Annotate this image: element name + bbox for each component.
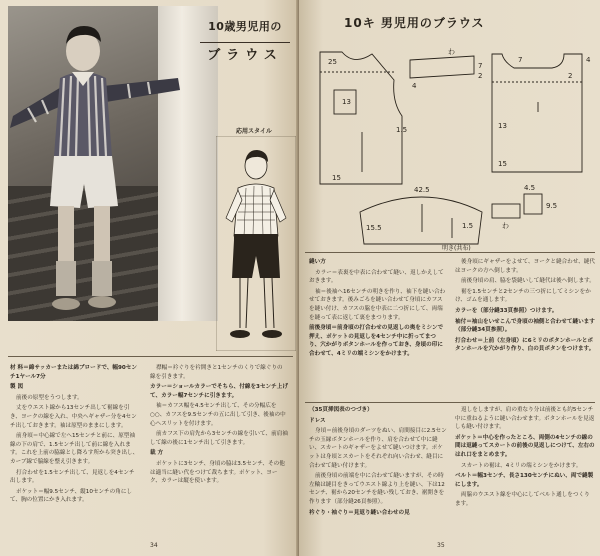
title-line-1: 10歳男児用の (208, 20, 282, 33)
right-page (299, 0, 600, 556)
text-line: ポケットに3センチ、身頃の脇は3.5センチ、その他は適当に縫い代をつけて裁ちます。ポケット、ヨーク、カラーは縦を使います。 (150, 460, 285, 485)
boy-figure (8, 6, 218, 321)
left-column-1 (10, 364, 140, 507)
text-line: 袖＝カフス幅を4.5センチ出して、その分幅広を○○、カフスを9.5センチの五に出して引き、後袖の中心へスリットを付けます。 (150, 403, 286, 427)
right-column-2 (455, 258, 595, 356)
text-line: 後身頃にギャザーをよせて、ヨークと縫合わせ、縫代はヨークの方へ倒します。 (455, 259, 595, 274)
text-line: 打合わせ＝上前（左身頃）に6ミリのボタンホールとボタンホールを穴かがり作り、白の貝ボタンをつけます。 (455, 337, 595, 353)
text-line: ポケット＝幅9.5センチ、縦10センチの角にして、胸の位置にかき入れます。 (10, 488, 133, 504)
text-line: スカートの裾は、4ミリの端ミシンをかけます。 (461, 462, 582, 469)
text-line: ポケット＝中心を作ったところ、両側の4センチの線の間は返縫ってスカートの前後の見返しにつけて、左右のはれ口をまとめます。 (455, 434, 595, 458)
text-line: ドレス (309, 417, 326, 424)
text-line: 身頃＝前後身頃のダーツをぬい、肩間接目に2.5センチの玉縁ボタンホールを作り、肩を合わせて中に縫い、スカートのギャザーをよせて縫いつけます。ポケットは身頃とスカートをそれぞれ向い合わせ、縫目に合わせて縫い付けます。 (309, 428, 447, 469)
text-line: ベルト＝幅3センチ、長さ130センチにぬい、両で縫製にします。 (455, 473, 594, 488)
right-column-1 (309, 258, 447, 361)
illustration-caption: 応用スタイル (236, 128, 272, 135)
pattern-label: 13 (498, 122, 507, 130)
title-line-2: ブラウス (207, 48, 283, 63)
page-number-right: 35 (437, 542, 445, 549)
right-text-rule (305, 252, 595, 253)
pattern-label: 15.5 (366, 224, 382, 232)
text-line: 袖付＝袖山をいせこんで身頃の袖側と合わせて縫います（部分縫34頁参照）。 (455, 318, 595, 334)
pattern-label: 15 (332, 174, 341, 182)
text-line: 製 図 (10, 384, 24, 391)
pattern-label: 7 (478, 62, 483, 70)
pattern-label: 1.5 (462, 222, 474, 230)
pattern-label: 15 (498, 160, 507, 168)
text-line: 前後身頃＝前身頃の打合わせの見返しの奥をミシンで押え、ポケットの見返しを4センチ中に折ってまつり、穴かがりボタンホールを作っておき、身頃の印に合わせて、4ミリの端ミシンをかけます。 (309, 325, 444, 357)
text-line: 衿ぐり・袖ぐり＝見返り縫い合わせの見 (309, 509, 410, 516)
text-line: カラーを（部分縫33頁参照）つけます。 (455, 307, 558, 314)
text-line: 袖＝後袖へ16センチの明きを作り、袖下を縫い合わせておきます。後みごろを縫い合わせて身頃にカフスを縫い付け、カフスの脇を中表に二つ折にして、両端を縫って表に返して裏をまつります。 (309, 288, 446, 321)
pattern-label: 13 (342, 98, 351, 106)
right-sub-rule (305, 402, 595, 403)
pattern-label: 25 (328, 58, 337, 66)
pattern-label: 9.5 (546, 202, 558, 210)
text-line: 材 料＝綿サッカーまたは綿ブロードで、幅90センチ1ヤール7分 (10, 365, 137, 380)
text-line: 縫い方 (309, 259, 326, 265)
left-text-rule (8, 356, 293, 357)
pattern-label: わ (448, 48, 455, 56)
pattern-label: 2 (478, 72, 483, 80)
right-column-4 (455, 406, 595, 511)
sub-title: （35頁挿図表のつづき） (309, 407, 373, 413)
article-title (200, 18, 290, 70)
pattern-label: 4.5 (524, 184, 536, 192)
pattern-label: 明き(共布) (442, 245, 471, 252)
text-line: 前後身頃の前端を中に合わせて縫いますが、その時左輪は縫目をきってウエスト線より上を縫い、下は12センチ、裾から20センチを縫い残しておき、裾開きを作ります（部分縫26頁参照）。 (309, 473, 445, 505)
boy-illustration (216, 136, 296, 351)
text-line: 裾を1.5センチと2センチの三つ折にしてミシンをかけ、ゴムを通します。 (455, 288, 591, 304)
text-line: カラー＝表裏を中表に合わせて縫い、返しかえしておきます。 (309, 269, 444, 285)
boy-photo (8, 6, 218, 321)
right-column-3 (309, 406, 447, 519)
text-line: 襟幅＝衿ぐりを衿開きと1センチのくりで線ぐりの線を引きます。 (150, 365, 283, 380)
pattern-label: 4 (412, 82, 417, 90)
pattern-label: 7 (518, 56, 523, 64)
pattern-label: 1.5 (396, 126, 408, 134)
pattern-label: 4 (586, 56, 591, 64)
page-number-left: 34 (150, 542, 158, 549)
left-page (0, 0, 299, 556)
text-line: 前身頃＝中心線で左へ15センチと前に、原型袖線の下の肩で、1.5センチ出して前に線を入れます。これを上前の脇線とし降ろす所から突き出し、カーブ線で脇線を整え引きます。 (10, 433, 139, 465)
title-divider (200, 42, 290, 43)
pattern-label: 2 (568, 72, 573, 80)
text-line: 丈をウエスト線から13センチ出して裾線を引き、ヨークの線を入れ、中央へギャザー分を4センチ出しておきます。袖は原型のままにします。 (10, 405, 137, 429)
pattern-title: 10キ 男児用のブラウス (344, 16, 485, 30)
text-line: 打合わせを1.5センチ出して、見返しを4センチ出します。 (10, 469, 135, 485)
left-column-2 (150, 364, 288, 488)
text-line: 前後の原型をうつします。 (16, 394, 83, 401)
pattern-label: わ (502, 222, 509, 230)
text-line: 返しをしますが、肩の重なり分は前後とも約5センチ中に重ねるように縫い合わせます。ボタンホールを見返しも縫い付けます。 (455, 407, 595, 431)
pattern-label: 42.5 (414, 186, 430, 194)
sewing-pattern-diagram (302, 32, 598, 252)
text-line: 前後身頃の肩、脇を袋縫いして縫代は後へ倒します。 (461, 278, 595, 285)
text-line: 両脇のウエスト線を中心にしてベルト通しをつくります。 (455, 492, 590, 507)
text-line: カラー＝ショールカラーでそちら、付線を3センチ上げて、カラー幅7センチに引きます。 (150, 384, 288, 399)
text-line: 前カフス下の肩先から3センチの線を引いて、前肩袖して線の後に1センチ出して引きます。 (150, 431, 288, 446)
text-line: 裁 方 (150, 450, 164, 457)
